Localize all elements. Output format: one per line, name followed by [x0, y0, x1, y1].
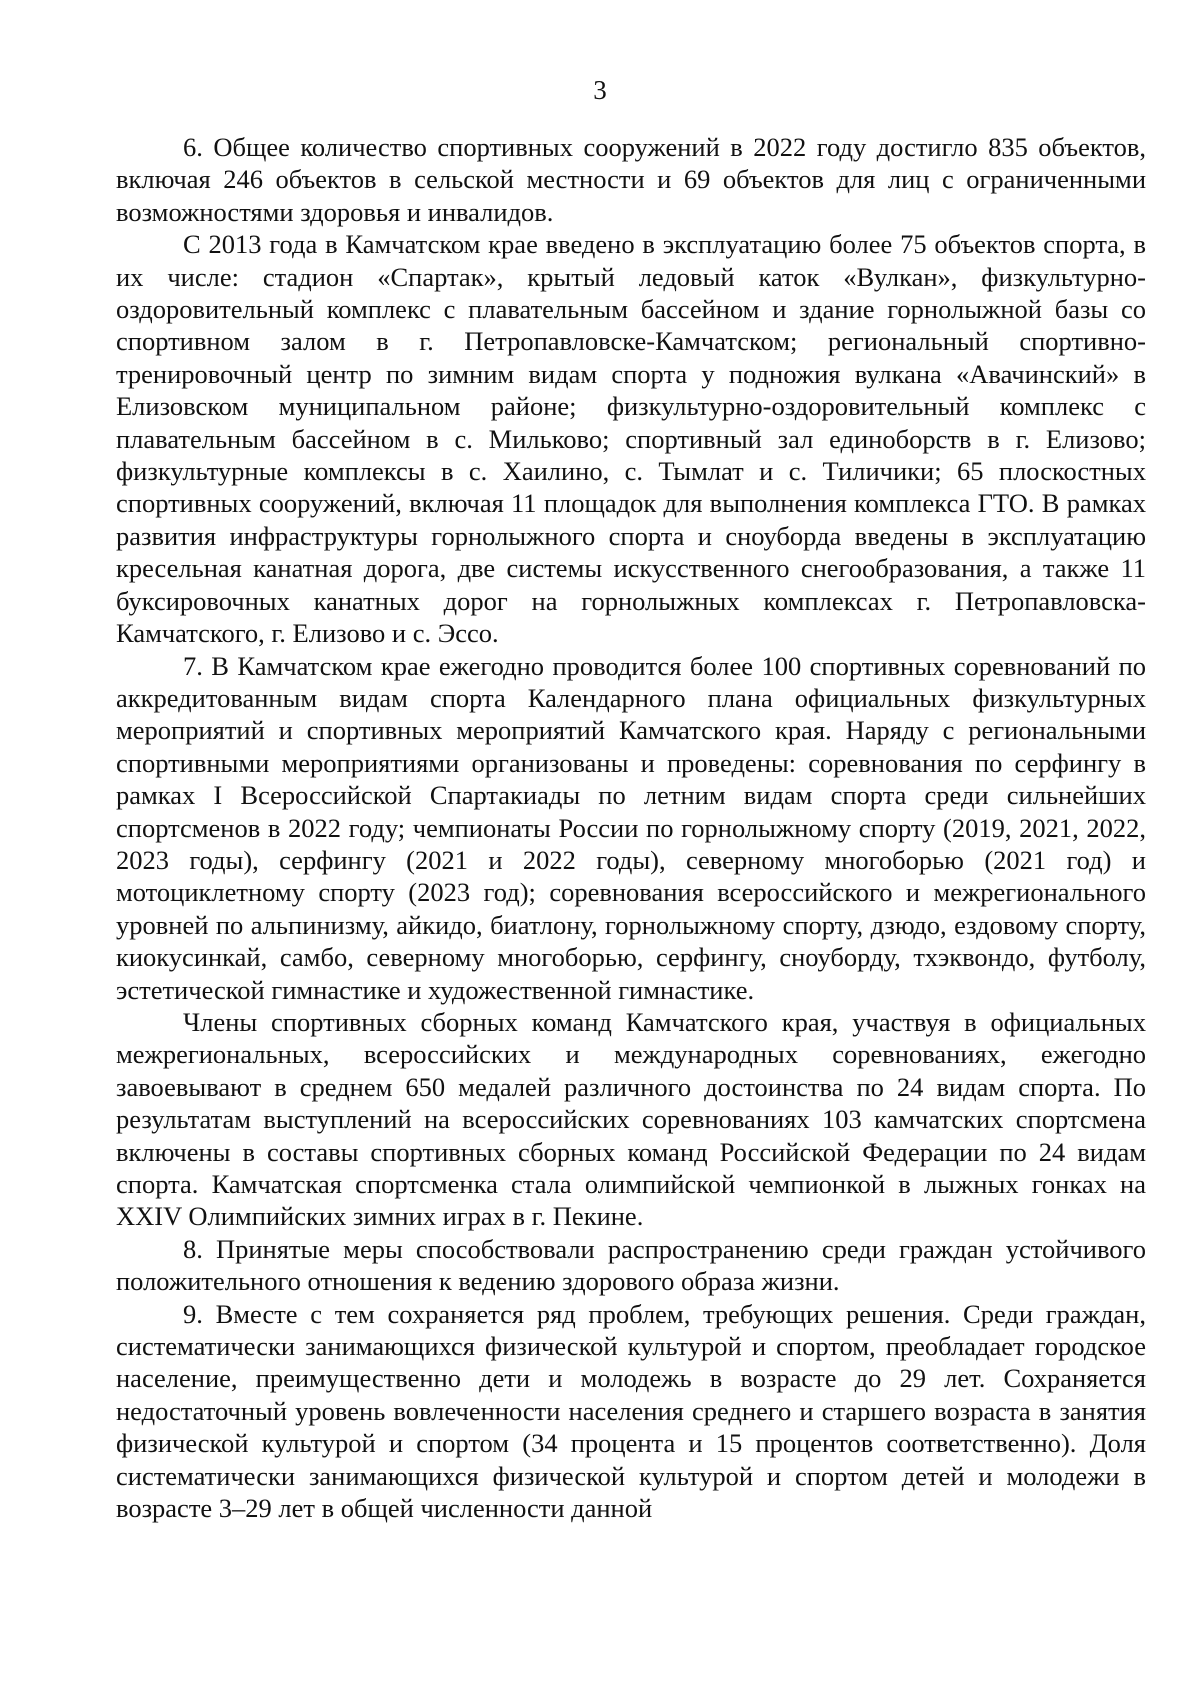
paragraph-item-8: 8. Принятые меры способствовали распространению среди граждан устойчивого положительного отношения к ведению здорового образа жизни.	[116, 1233, 1146, 1297]
document-body	[116, 131, 1146, 1524]
paragraph-item-9: 9. Вместе с тем сохраняется ряд проблем, требующих решения. Среди граждан, систематически занимающихся физической культурой и спортом, преобладает городское население, преимущественно дети и молодежь в возрасте до 29 лет. Сохраняется недостаточный уровень вовлеченности населения среднего и старшего возраста в занятия физической культурой и спортом (34 процента и 15 процентов соответственно). Доля систематически занимающихся физической культурой и спортом детей и молодежи в возрасте 3–29 лет в общей численности данной	[116, 1298, 1146, 1524]
paragraph-team-members: Члены спортивных сборных команд Камчатского края, участвуя в официальных межрегиональных, всероссийских и международных соревнованиях, ежегодно завоевывают в среднем 650 медалей различного достоинства по 24 видам спорта. По результатам выступлений на всероссийских соревнованиях 103 камчатских спортсмена включены в составы спортивных сборных команд Российской Федерации по 24 видам спорта. Камчатская спортсменка стала олимпийской чемпионкой в лыжных гонках на XXIV Олимпийских зимних играх в г. Пекине.	[116, 1006, 1146, 1232]
paragraph-sports-facilities: С 2013 года в Камчатском крае введено в эксплуатацию более 75 объектов спорта, в их числе: стадион «Спартак», крытый ледовый каток «Вулкан», физкультурно-оздоровительный комплекс с плавательным бассейном и здание горнолыжной базы со спортивном залом в г. Петропавловске-Камчатском; региональный спортивно-тренировочный центр по зимним видам спорта у подножия вулкана «Авачинский» в Елизовском муниципальном районе; физкультурно-оздоровительный комплекс с плавательным бассейном в с. Мильково; спортивный зал единоборств в г. Елизово; физкультурные комплексы в с. Хаилино, с. Тымлат и с. Тиличики; 65 плоскостных спортивных сооружений, включая 11 площадок для выполнения комплекса ГТО. В рамках развития инфраструктуры горнолыжного спорта и сноуборда введены в эксплуатацию кресельная канатная дорога, две системы искусственного снегообразования, а также 11 буксировочных канатных дорог на горнолыжных комплексах г. Петропавловска-Камчатского, г. Елизово и с. Эссо.	[116, 229, 1146, 649]
paragraph-item-6: 6. Общее количество спортивных сооружений в 2022 году достигло 835 объектов, включая 246 объектов в сельской местности и 69 объектов для лиц с ограниченными возможностями здоровья и инвалидов.	[116, 132, 1146, 227]
paragraph-item-7: 7. В Камчатском крае ежегодно проводится более 100 спортивных соревнований по аккредитованным видам спорта Календарного плана официальных физкультурных мероприятий и спортивных мероприятий Камчатского края. Наряду с региональными спортивными мероприятиями организованы и проведены: соревнования по серфингу в рамках I Всероссийской Спартакиады по летним видам спорта среди сильнейших спортсменов в 2022 году; чемпионаты России по горнолыжному спорту (2019, 2021, 2022, 2023 годы), серфингу (2021 и 2022 годы), северному многоборью (2021 год) и мотоциклетному спорту (2023 год); соревнования всероссийского и межрегионального уровней по альпинизму, айкидо, биатлону, горнолыжному спорту, дзюдо, ездовому спорту, киокусинкай, самбо, северному многоборью, серфингу, сноуборду, тхэквондо, футболу, эстетической гимнастике и художественной гимнастике.	[116, 650, 1146, 1005]
page-number: 3	[593, 75, 607, 105]
